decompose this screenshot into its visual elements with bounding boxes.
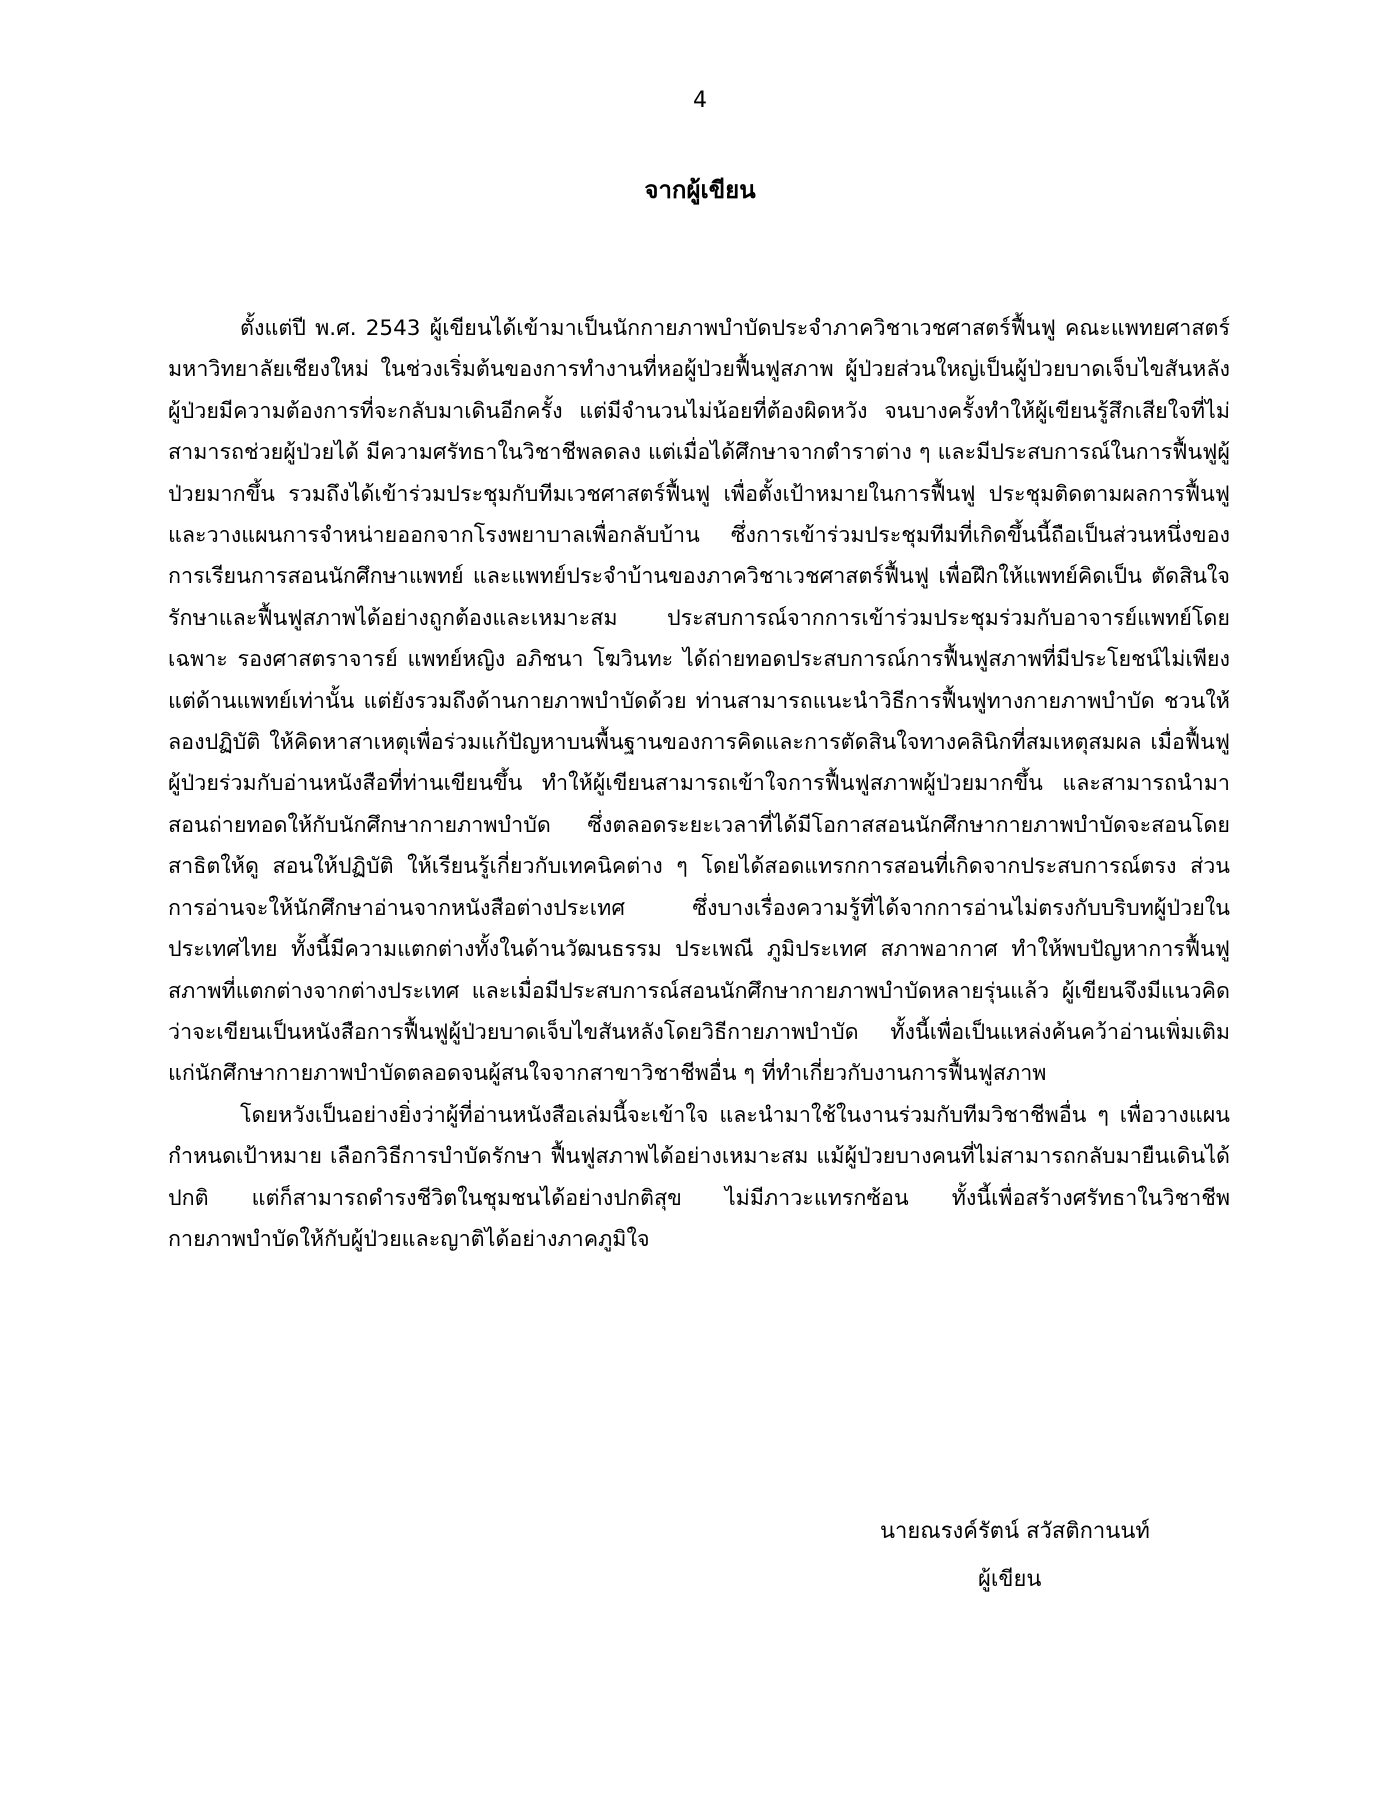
body-text — [168, 308, 1230, 1260]
page-title: จากผู้เขียน — [644, 176, 756, 204]
signature-block — [880, 1508, 1220, 1604]
author-role: ผู้เขียน — [978, 1567, 1042, 1592]
paragraph-closing: โดยหวังเป็นอย่างยิ่งว่าผู้ที่อ่านหนังสือเล่มนี้จะเข้าใจ และนำมาใช้ในงานร่วมกับทีมวิชาชีพอื่น ๆ เพื่อวางแผน กำหนดเป้าหมาย เลือกวิธีการบำบัดรักษา ฟื้นฟูสภาพได้อย่างเหมาะสม แม้ผู้ป่วยบางคนที่ไม่สามารถกลับมายืนเดินได้ปกติ แต่ก็สามารถดำรงชีวิตในชุมชนได้อย่างปกติสุข ไม่มีภาวะแทรกซ้อน ทั้งนี้เพื่อสร้างศรัทธาในวิชาชีพกายภาพบำบัดให้กับผู้ป่วยและญาติได้อย่างภาคภูมิใจ — [168, 1102, 1230, 1252]
author-name: นายณรงค์รัตน์ สวัสติกานนท์ — [880, 1519, 1150, 1544]
paragraph-intro: ตั้งแต่ปี พ.ศ. 2543 ผู้เขียนได้เข้ามาเป็นนักกายภาพบำบัดประจำภาควิชาเวชศาสตร์ฟื้นฟู คณะแพทยศาสตร์ มหาวิทยาลัยเชียงใหม่ ในช่วงเริ่มต้นของการทำงานที่หอผู้ป่วยฟื้นฟูสภาพ ผู้ป่วยส่วนใหญ่เป็นผู้ป่วยบาดเจ็บไขสันหลัง ผู้ป่วยมีความต้องการที่จะกลับมาเดินอีกครั้ง แต่มีจำนวนไม่น้อยที่ต้องผิดหวัง จนบางครั้งทำให้ผู้เขียนรู้สึกเสียใจที่ไม่สามารถช่วยผู้ป่วยได้ มีความศรัทธาในวิชาชีพลดลง แต่เมื่อได้ศึกษาจากตำราต่าง ๆ และมีประสบการณ์ในการฟื้นฟูผู้ป่วยมากขึ้น รวมถึงได้เข้าร่วมประชุมกับทีมเวชศาสตร์ฟื้นฟู เพื่อตั้งเป้าหมายในการฟื้นฟู ประชุมติดตามผลการฟื้นฟู และวางแผนการจำหน่ายออกจากโรงพยาบาลเพื่อกลับบ้าน ซึ่งการเข้าร่วมประชุมทีมที่เกิดขึ้นนี้ถือเป็นส่วนหนึ่งของการเรียนการสอนนักศึกษาแพทย์ และแพทย์ประจำบ้านของภาควิชาเวชศาสตร์ฟื้นฟู เพื่อฝึกให้แพทย์คิดเป็น ตัดสินใจรักษาและฟื้นฟูสภาพได้อย่างถูกต้องและเหมาะสม ประสบการณ์จากการเข้าร่วมประชุมร่วมกับอาจารย์แพทย์โดยเฉพาะ รองศาสตราจารย์ แพทย์หญิง อภิชนา โฆวินทะ ได้ถ่ายทอดประสบการณ์การฟื้นฟูสภาพที่มีประโยชน์ไม่เพียงแต่ด้านแพทย์เท่านั้น แต่ยังรวมถึงด้านกายภาพบำบัดด้วย ท่านสามารถแนะนำวิธีการฟื้นฟูทางกายภาพบำบัด ชวนให้ลองปฏิบัติ ให้คิดหาสาเหตุเพื่อร่วมแก้ปัญหาบนพื้นฐานของการคิดและการตัดสินใจทางคลินิกที่สมเหตุสมผล เมื่อฟื้นฟูผู้ป่วยร่วมกับอ่านหนังสือที่ท่านเขียนขึ้น ทำให้ผู้เขียนสามารถเข้าใจการฟื้นฟูสภาพผู้ป่วยมากขึ้น และสามารถนำมาสอนถ่ายทอดให้กับนักศึกษากายภาพบำบัด ซึ่งตลอดระยะเวลาที่ได้มีโอกาสสอนนักศึกษากายภาพบำบัดจะสอนโดยสาธิตให้ดู สอนให้ปฏิบัติ ให้เรียนรู้เกี่ยวกับเทคนิคต่าง ๆ โดยได้สอดแทรกการสอนที่เกิดจากประสบการณ์ตรง ส่วนการอ่านจะให้นักศึกษาอ่านจากหนังสือต่างประเทศ ซึ่งบางเรื่องความรู้ที่ได้จากการอ่านไม่ตรงกับบริบทผู้ป่วยในประเทศไทย ทั้งนี้มีความแตกต่างทั้งในด้านวัฒนธรรม ประเพณี ภูมิประเทศ สภาพอากาศ ทำให้พบปัญหาการฟื้นฟูสภาพที่แตกต่างจากต่างประเทศ และเมื่อมีประสบการณ์สอนนักศึกษากายภาพบำบัดหลายรุ่นแล้ว ผู้เขียนจึงมีแนวคิดว่าจะเขียนเป็นหนังสือการฟื้นฟูผู้ป่วยบาดเจ็บไขสันหลังโดยวิธีกายภาพบำบัด ทั้งนี้เพื่อเป็นแหล่งค้นคว้าอ่านเพิ่มเติมแก่นักศึกษากายภาพบำบัดตลอดจนผู้สนใจจากสาขาวิชาชีพอื่น ๆ ที่ทำเกี่ยวกับงานการฟื้นฟูสภาพ — [168, 316, 1230, 1087]
page-number: 4 — [693, 88, 707, 113]
